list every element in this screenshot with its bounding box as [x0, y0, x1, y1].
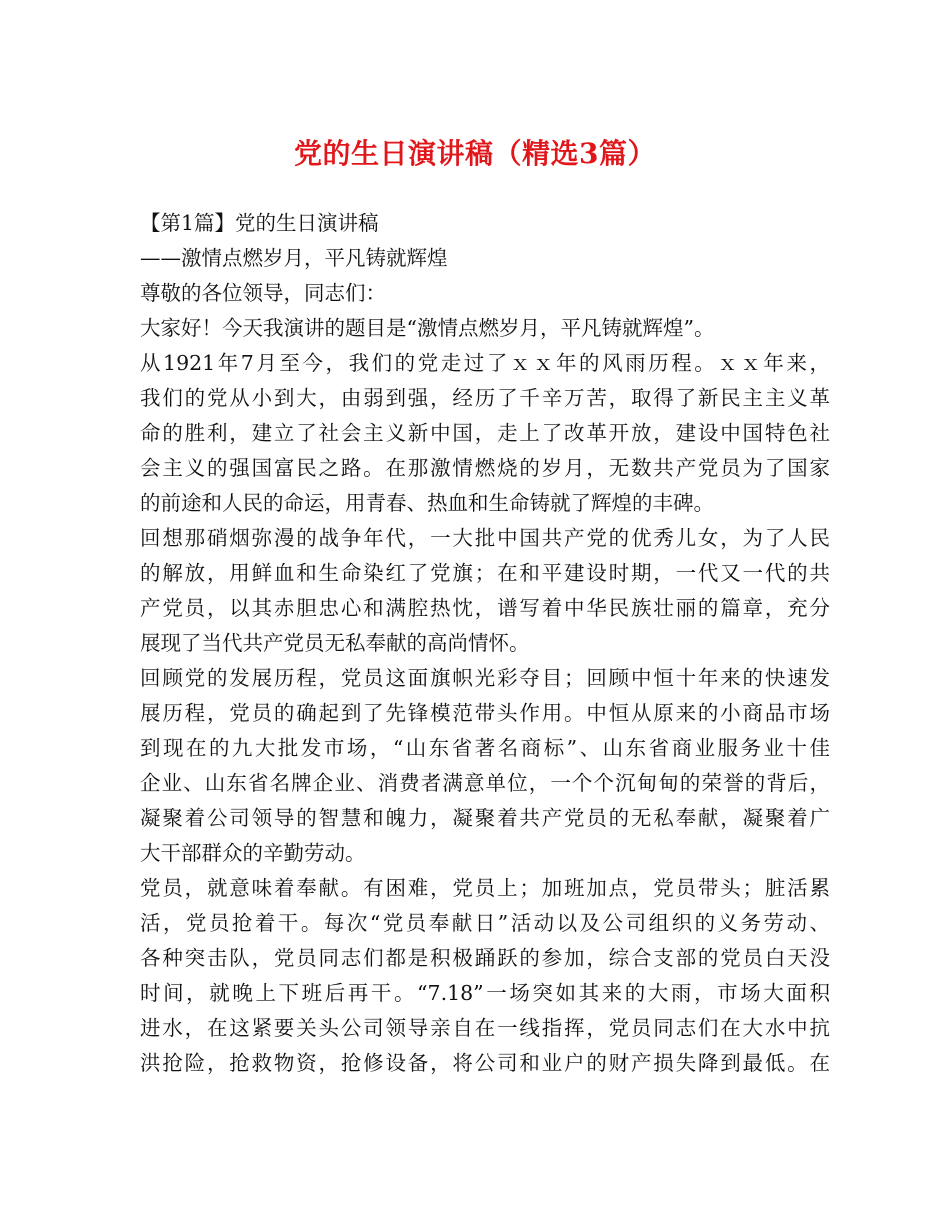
section-subtitle: ——激情点燃岁月，平凡铸就辉煌 — [140, 246, 448, 270]
text-line: 命的胜利，建立了社会主义新中国，走上了改革开放，建设中国特色社 — [140, 421, 830, 445]
text-line: 从1921年7月至今，我们的党走过了ｘｘ年的风雨历程。ｘｘ年来， — [140, 351, 830, 375]
text-line: 凝聚着公司领导的智慧和魄力，凝聚着共产党员的无私奉献，凝聚着广 — [140, 806, 830, 830]
text-line: 回想那硝烟弥漫的战争年代，一大批中国共产党的优秀儿女，为了人民 — [140, 526, 830, 550]
document-body — [140, 206, 830, 1081]
document-title: 党的生日演讲稿（精选3篇） — [294, 137, 656, 170]
section-heading: 【第1篇】党的生日演讲稿 — [140, 211, 379, 235]
text-line: 的前途和人民的命运，用青春、热血和生命铸就了辉煌的丰碑。 — [140, 491, 714, 515]
text-line: 展历程，党员的确起到了先锋模范带头作用。中恒从原来的小商品市场 — [140, 701, 830, 725]
text-line: 回顾党的发展历程，党员这面旗帜光彩夺目；回顾中恒十年来的快速发 — [140, 666, 830, 690]
text-line: 会主义的强国富民之路。在那激情燃烧的岁月，无数共产党员为了国家 — [140, 456, 830, 480]
text-line: 的解放，用鲜血和生命染红了党旗；在和平建设时期，一代又一代的共 — [140, 561, 830, 585]
text-line: 企业、山东省名牌企业、消费者满意单位，一个个沉甸甸的荣誉的背后， — [140, 771, 830, 795]
text-line: 活，党员抢着干。每次“党员奉献日”活动以及公司组织的义务劳动、 — [140, 911, 830, 935]
text-line: 到现在的九大批发市场，“山东省著名商标”、山东省商业服务业十佳 — [140, 736, 830, 760]
salutation: 尊敬的各位领导，同志们： — [140, 281, 386, 305]
text-line: 大干部群众的辛勤劳动。 — [140, 841, 366, 865]
text-line: 产党员，以其赤胆忠心和满腔热忱，谱写着中华民族壮丽的篇章，充分 — [140, 596, 830, 620]
text-line: 大家好！今天我演讲的题目是“激情点燃岁月，平凡铸就辉煌”。 — [140, 316, 715, 340]
text-line: 我们的党从小到大，由弱到强，经历了千辛万苦，取得了新民主主义革 — [140, 386, 830, 410]
text-line: 党员，就意味着奉献。有困难，党员上；加班加点，党员带头；脏活累 — [140, 876, 830, 900]
text-line: 洪抢险，抢救物资，抢修设备，将公司和业户的财产损失降到最低。在 — [140, 1051, 830, 1075]
text-line: 进水，在这紧要关头公司领导亲自在一线指挥，党员同志们在大水中抗 — [140, 1016, 830, 1040]
text-line: 各种突击队，党员同志们都是积极踊跃的参加，综合支部的党员白天没 — [140, 946, 830, 970]
text-line: 时间，就晚上下班后再干。“7.18”一场突如其来的大雨，市场大面积 — [140, 981, 830, 1005]
text-line: 展现了当代共产党员无私奉献的高尚情怀。 — [140, 631, 530, 655]
